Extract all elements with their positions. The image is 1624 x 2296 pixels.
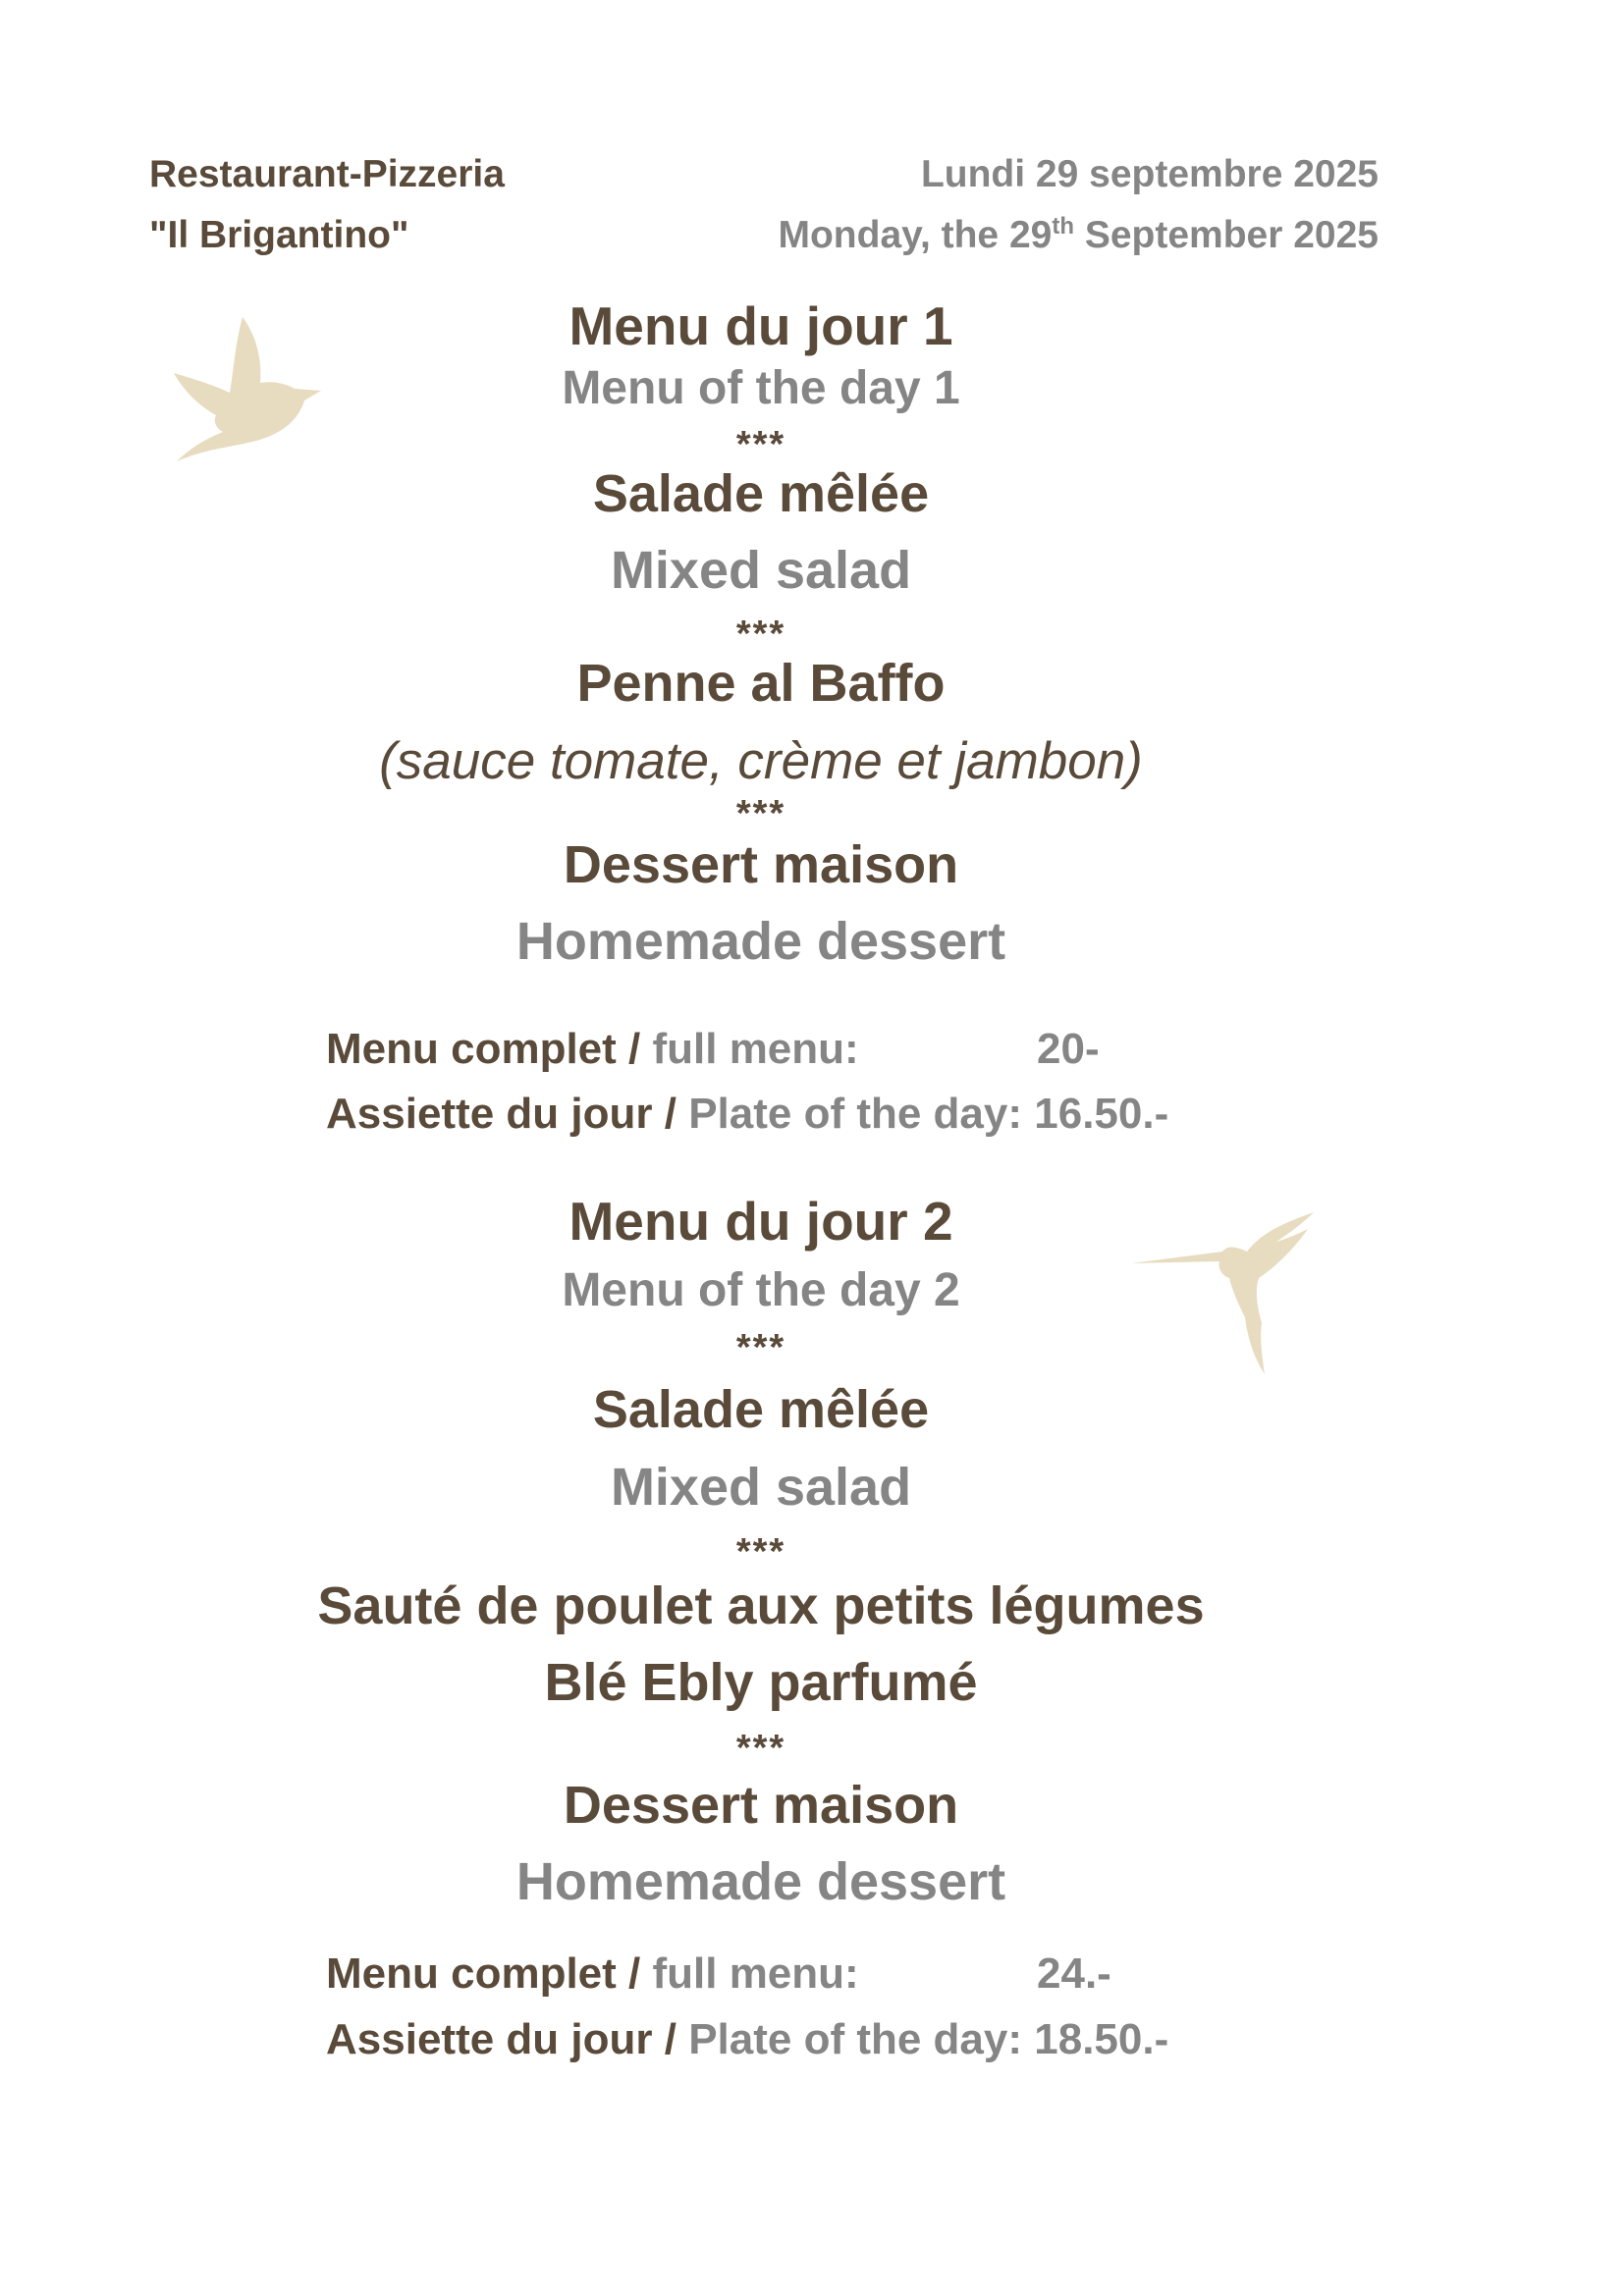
menu1-separator-2: *** [735,614,786,655]
menu2-plate-row [326,2015,1168,2064]
menu2-plate-label-en: Plate of the day: [688,2015,1023,2063]
menu1-full-price: 20- [1037,1025,1100,1073]
restaurant-name-line1: Restaurant-Pizzeria [149,153,505,195]
menu2-full-label-fr: Menu complet / [326,1949,641,1998]
date-en-rest: September 2025 [1073,214,1379,256]
menu2-separator-2: *** [735,1531,786,1573]
menu2-plate-price: 18.50.- [1034,2015,1169,2063]
menu2-title-en: Menu of the day 2 [562,1264,960,1316]
menu1-plate-label-fr: Assiette du jour / [326,1090,677,1138]
menu1-title-fr: Menu du jour 1 [568,295,953,356]
menu1-starter-en: Mixed salad [610,541,912,600]
menu1-separator-3: *** [735,793,786,834]
menu1-main-description: (sauce tomate, crème et jambon) [379,732,1143,790]
menu2-title-fr: Menu du jour 2 [568,1191,953,1252]
menu2-full-menu-row [326,1949,859,1999]
menu2-plate-label-fr: Assiette du jour / [326,2015,677,2063]
restaurant-name-line2: "Il Brigantino" [149,214,409,256]
menu2-starter-fr: Salade mêlée [592,1380,930,1439]
menu2-full-price: 24.- [1037,1949,1111,1998]
menu2-full-label-en: full menu: [652,1949,859,1998]
menu1-full-label-fr: Menu complet / [326,1025,641,1073]
date-en-ordinal: th [1052,213,1074,240]
menu2-main-fr-line2: Blé Ebly parfumé [544,1653,978,1712]
menu1-full-label-en: full menu: [652,1025,859,1073]
date-fr: Lundi 29 septembre 2025 [920,153,1379,195]
menu2-starter-en: Mixed salad [610,1458,912,1517]
menu2-main-fr-line1: Sauté de poulet aux petits légumes [317,1576,1205,1635]
menu1-dessert-en: Homemade dessert [515,912,1006,971]
menu1-plate-row [326,1090,1168,1139]
menu1-starter-fr: Salade mêlée [592,464,930,523]
menu2-separator-1: *** [735,1327,786,1368]
menu1-plate-price: 16.50.- [1034,1090,1169,1138]
menu2-dessert-en: Homemade dessert [515,1852,1006,1911]
date-en [779,214,1380,257]
menu1-title-en: Menu of the day 1 [562,362,960,414]
date-en-prefix: Monday, the 29 [778,214,1053,256]
menu1-separator-1: *** [735,424,786,465]
menu1-main-fr: Penne al Baffo [576,654,946,713]
menu2-dessert-fr: Dessert maison [563,1776,959,1835]
menu1-full-menu-row [326,1025,859,1074]
menu1-plate-label-en: Plate of the day: [688,1090,1023,1138]
menu2-separator-3: *** [735,1728,786,1769]
menu1-dessert-fr: Dessert maison [563,835,959,894]
